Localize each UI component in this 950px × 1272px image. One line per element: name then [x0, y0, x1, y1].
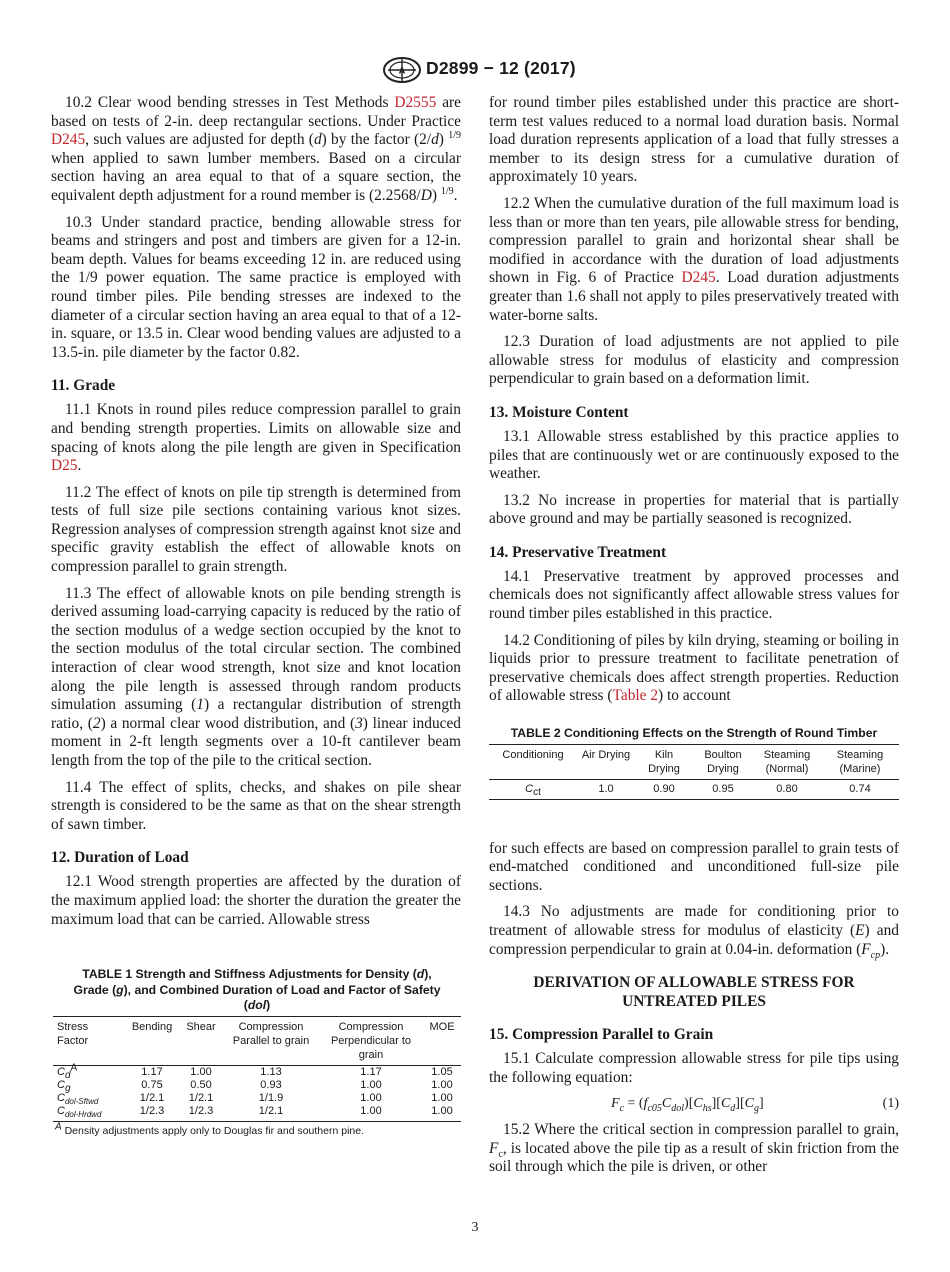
document-code: D2899 − 12 (2017) — [426, 58, 576, 78]
equation-number: (1) — [882, 1096, 899, 1112]
table-2-header: Air Drying — [581, 748, 631, 761]
paragraph-14-1: 14.1 Preservative treatment by approved processes and chemicals does not significantly affect allowable stress values for round timber piles established in this practice. — [489, 567, 899, 623]
table-1-header: Bending — [131, 1020, 173, 1033]
table-row: $C_{dol-Hrdwd}$ 1/2.3 1/2.3 1/2.1 1.00 1.00 — [53, 1105, 461, 1122]
paragraph-15-2: 15.2 Where the critical section in compression parallel to grain, $F_c$, is located above the pile tip as a result of skin friction from the soil through which the pile is driven, or other — [489, 1121, 899, 1176]
table-1-footnote: $^A$ Density adjustments apply only to Douglas fir and southern pine. — [55, 1121, 365, 1137]
table-1-header: MOE — [429, 1020, 455, 1033]
table-row: $C_{ct}$ 1.0 0.90 0.95 0.80 0.74 — [489, 779, 899, 799]
table-row: $C_g$ 0.75 0.50 0.93 1.00 1.00 — [57, 1078, 453, 1094]
paragraph-11-1: 11.1 Knots in round piles reduce compression parallel to grain and bending strength properties. Limits on allowable size and spacing of knots along the pile length are given in Specification D25. — [51, 401, 461, 475]
astm-logo-icon — [382, 56, 422, 84]
table-1-header: Shear — [186, 1020, 216, 1033]
page-header — [0, 54, 950, 88]
table-1-header: Stress Factor — [57, 1020, 89, 1047]
section-title: DERIVATION OF ALLOWABLE STRESS FOR UNTREATED PILES — [533, 974, 855, 1011]
table-2-grid — [489, 744, 899, 800]
paragraph-14-2-continued: for such effects are based on compression parallel to grain tests of end-matched conditioned and unconditioned full-size pile sections. — [489, 839, 899, 894]
table-2-header: Steaming (Normal) — [763, 748, 811, 775]
table-1-header: Compression Perpendicular to grain — [330, 1020, 412, 1061]
table-2-header: Conditioning — [502, 748, 564, 761]
heading-11-grade: 11. Grade — [51, 377, 116, 395]
ref-d245-link[interactable]: D245 — [51, 131, 86, 149]
left-column — [51, 94, 461, 1137]
table-2-header: Boulton Drying — [704, 748, 742, 775]
paragraph-14-2: 14.2 Conditioning of piles by kiln drying, steaming or boiling in liquids prior to pressure treatment to facilitate penetration of preservative chemicals does affect strength properties. Reduction of allowable stress (Table 2) to account — [489, 631, 899, 705]
paragraph-15-1: 15.1 Calculate compression allowable stress for pile tips using the following equation: — [489, 1050, 899, 1086]
table-row: $C_d^A$ 1.17 1.00 1.13 1.17 1.05 — [57, 1062, 453, 1081]
heading-14-preservative: 14. Preservative Treatment — [489, 543, 667, 561]
heading-13-moisture: 13. Moisture Content — [489, 403, 629, 421]
ref-d2555-link[interactable]: D2555 — [394, 94, 437, 111]
paragraph-10-2: 10.2 Clear wood bending stresses in Test Methods D2555 are based on tests of 2-in. deep rectangular sections. Under Practice D245, such values are adjusted for depth (d) by the factor (2/d) $^{1/9}$ when applied to sawn lumber members. Based on a circular section having an area equal to that of a square section, the equivalent depth adjustment for a round member is (2.2568/D) $^{1/9}$. — [51, 94, 461, 204]
ref-table-2-link[interactable]: Table 2 — [612, 687, 659, 705]
table-1-grid — [53, 1016, 461, 1122]
svg-text:A: A — [398, 66, 406, 76]
page-number: 3 — [471, 1220, 479, 1235]
paragraph-12-1-continued: for round timber piles established under this practice are short-term test values reduced to a normal load duration basis. Normal load duration represents application of a load that fully stresses a member to its design stress for a cumulative duration of approximately 10 years. — [489, 94, 899, 186]
ref-d25-link[interactable]: D25 — [51, 457, 78, 475]
paragraph-13-2: 13.2 No increase in properties for material that is partially above ground and may be partially seasoned is recognized. — [489, 491, 899, 528]
table-1-caption: TABLE 1 Strength and Stiffness Adjustments for Density (d), Grade (g), and Combined Duration of Load and Factor of Safety (dol) — [73, 967, 441, 1013]
paragraph-11-3: 11.3 The effect of allowable knots on pile bending strength is derived assuming load-carrying capacity is reduced by the ratio of the section modulus of a wedge section occupied by the knot to the section modulus of the total circular section. The combined interaction of clear wood strength, knot size and knot location along the pile length is assessed through random products simulation assuming (1) a rectangular distribution of strength ratio, (2) a normal clear wood distribution, and (3) linear induced moment in 2-ft length segments over a 10-ft cantilever beam length from the top of the pile to the critical section. — [51, 584, 462, 769]
table-1-header: Compression Parallel to grain — [232, 1020, 310, 1047]
table-1 — [51, 967, 461, 1137]
paragraph-12-3: 12.3 Duration of load adjustments are not applied to pile allowable stress for modulus of elasticity and compression perpendicular to grain based on a deformation limit. — [489, 333, 899, 388]
table-2-header: Kiln Drying — [648, 748, 680, 775]
table-row: $C_{dol-Sftwd}$ 1/2.1 1/2.1 1/1.9 1.00 1.00 — [57, 1091, 453, 1106]
table-2-header: Steaming (Marine) — [836, 748, 884, 775]
paragraph-12-2: 12.2 When the cumulative duration of the full maximum load is less than or more than ten years, pile allowable stress for bending, compression parallel to grain and horizontal shear shall be modified in accordance with the duration of load adjustments shown in Fig. 6 of Practice D245. Load duration adjustments greater than 1.6 shall not apply to piles preservatively treated with water-borne salts. — [489, 194, 899, 324]
heading-12-duration: 12. Duration of Load — [51, 849, 189, 867]
paragraph-14-3: 14.3 No adjustments are made for conditioning prior to treatment of allowable stress for modulus of elasticity (E) and compression perpendicular to grain at 0.04-in. deformation $(F_{cp})$. — [489, 903, 899, 961]
equation-1: $F_c = (f_{c05}C_{dol})[C_{hs}][C_d][C_g]$ (1) — [611, 1096, 899, 1115]
paragraph-12-1: 12.1 Wood strength properties are affected by the duration of the maximum applied load: the shorter the duration the greater the maximum load that can be carried. Allowable stress — [51, 873, 461, 928]
heading-15-compression: 15. Compression Parallel to Grain — [489, 1026, 714, 1044]
paragraph-13-1: 13.1 Allowable stress established by this practice applies to piles that are continuously wet or are continuously exposed to the weather. — [489, 427, 899, 483]
paragraph-10-3: 10.3 Under standard practice, bending allowable stress for beams and stringers and post and timbers are given for a 12-in. beam depth. Values for beams exceeding 12 in. are reduced using the 1/9 power equation. The same practice is employed with round timber piles. Pile bending stresses are indexed to the diameter of a circular section having an area equal to that of a 12-in. square, or 13.5 in. Clear wood bending values are adjusted to a 13.5-in. pile diameter by the factor 0.82. — [51, 213, 461, 361]
table-2-caption: TABLE 2 Conditioning Effects on the Strength of Round Timber — [510, 726, 878, 741]
right-column — [489, 94, 899, 1185]
table-2 — [489, 726, 899, 800]
paragraph-11-2: 11.2 The effect of knots on pile tip strength is determined from tests of full size pile sections containing various knot sizes. Regression analyses of compression strength against knot size and specific gravity establish the effect of allowable knots on compression parallel to grain strength. — [51, 483, 461, 576]
paragraph-11-4: 11.4 The effect of splits, checks, and shakes on pile shear strength is considered to be the same as that on the shear strength of sawn timber. — [51, 778, 461, 833]
ref-d245-link[interactable]: D245 — [681, 269, 716, 287]
